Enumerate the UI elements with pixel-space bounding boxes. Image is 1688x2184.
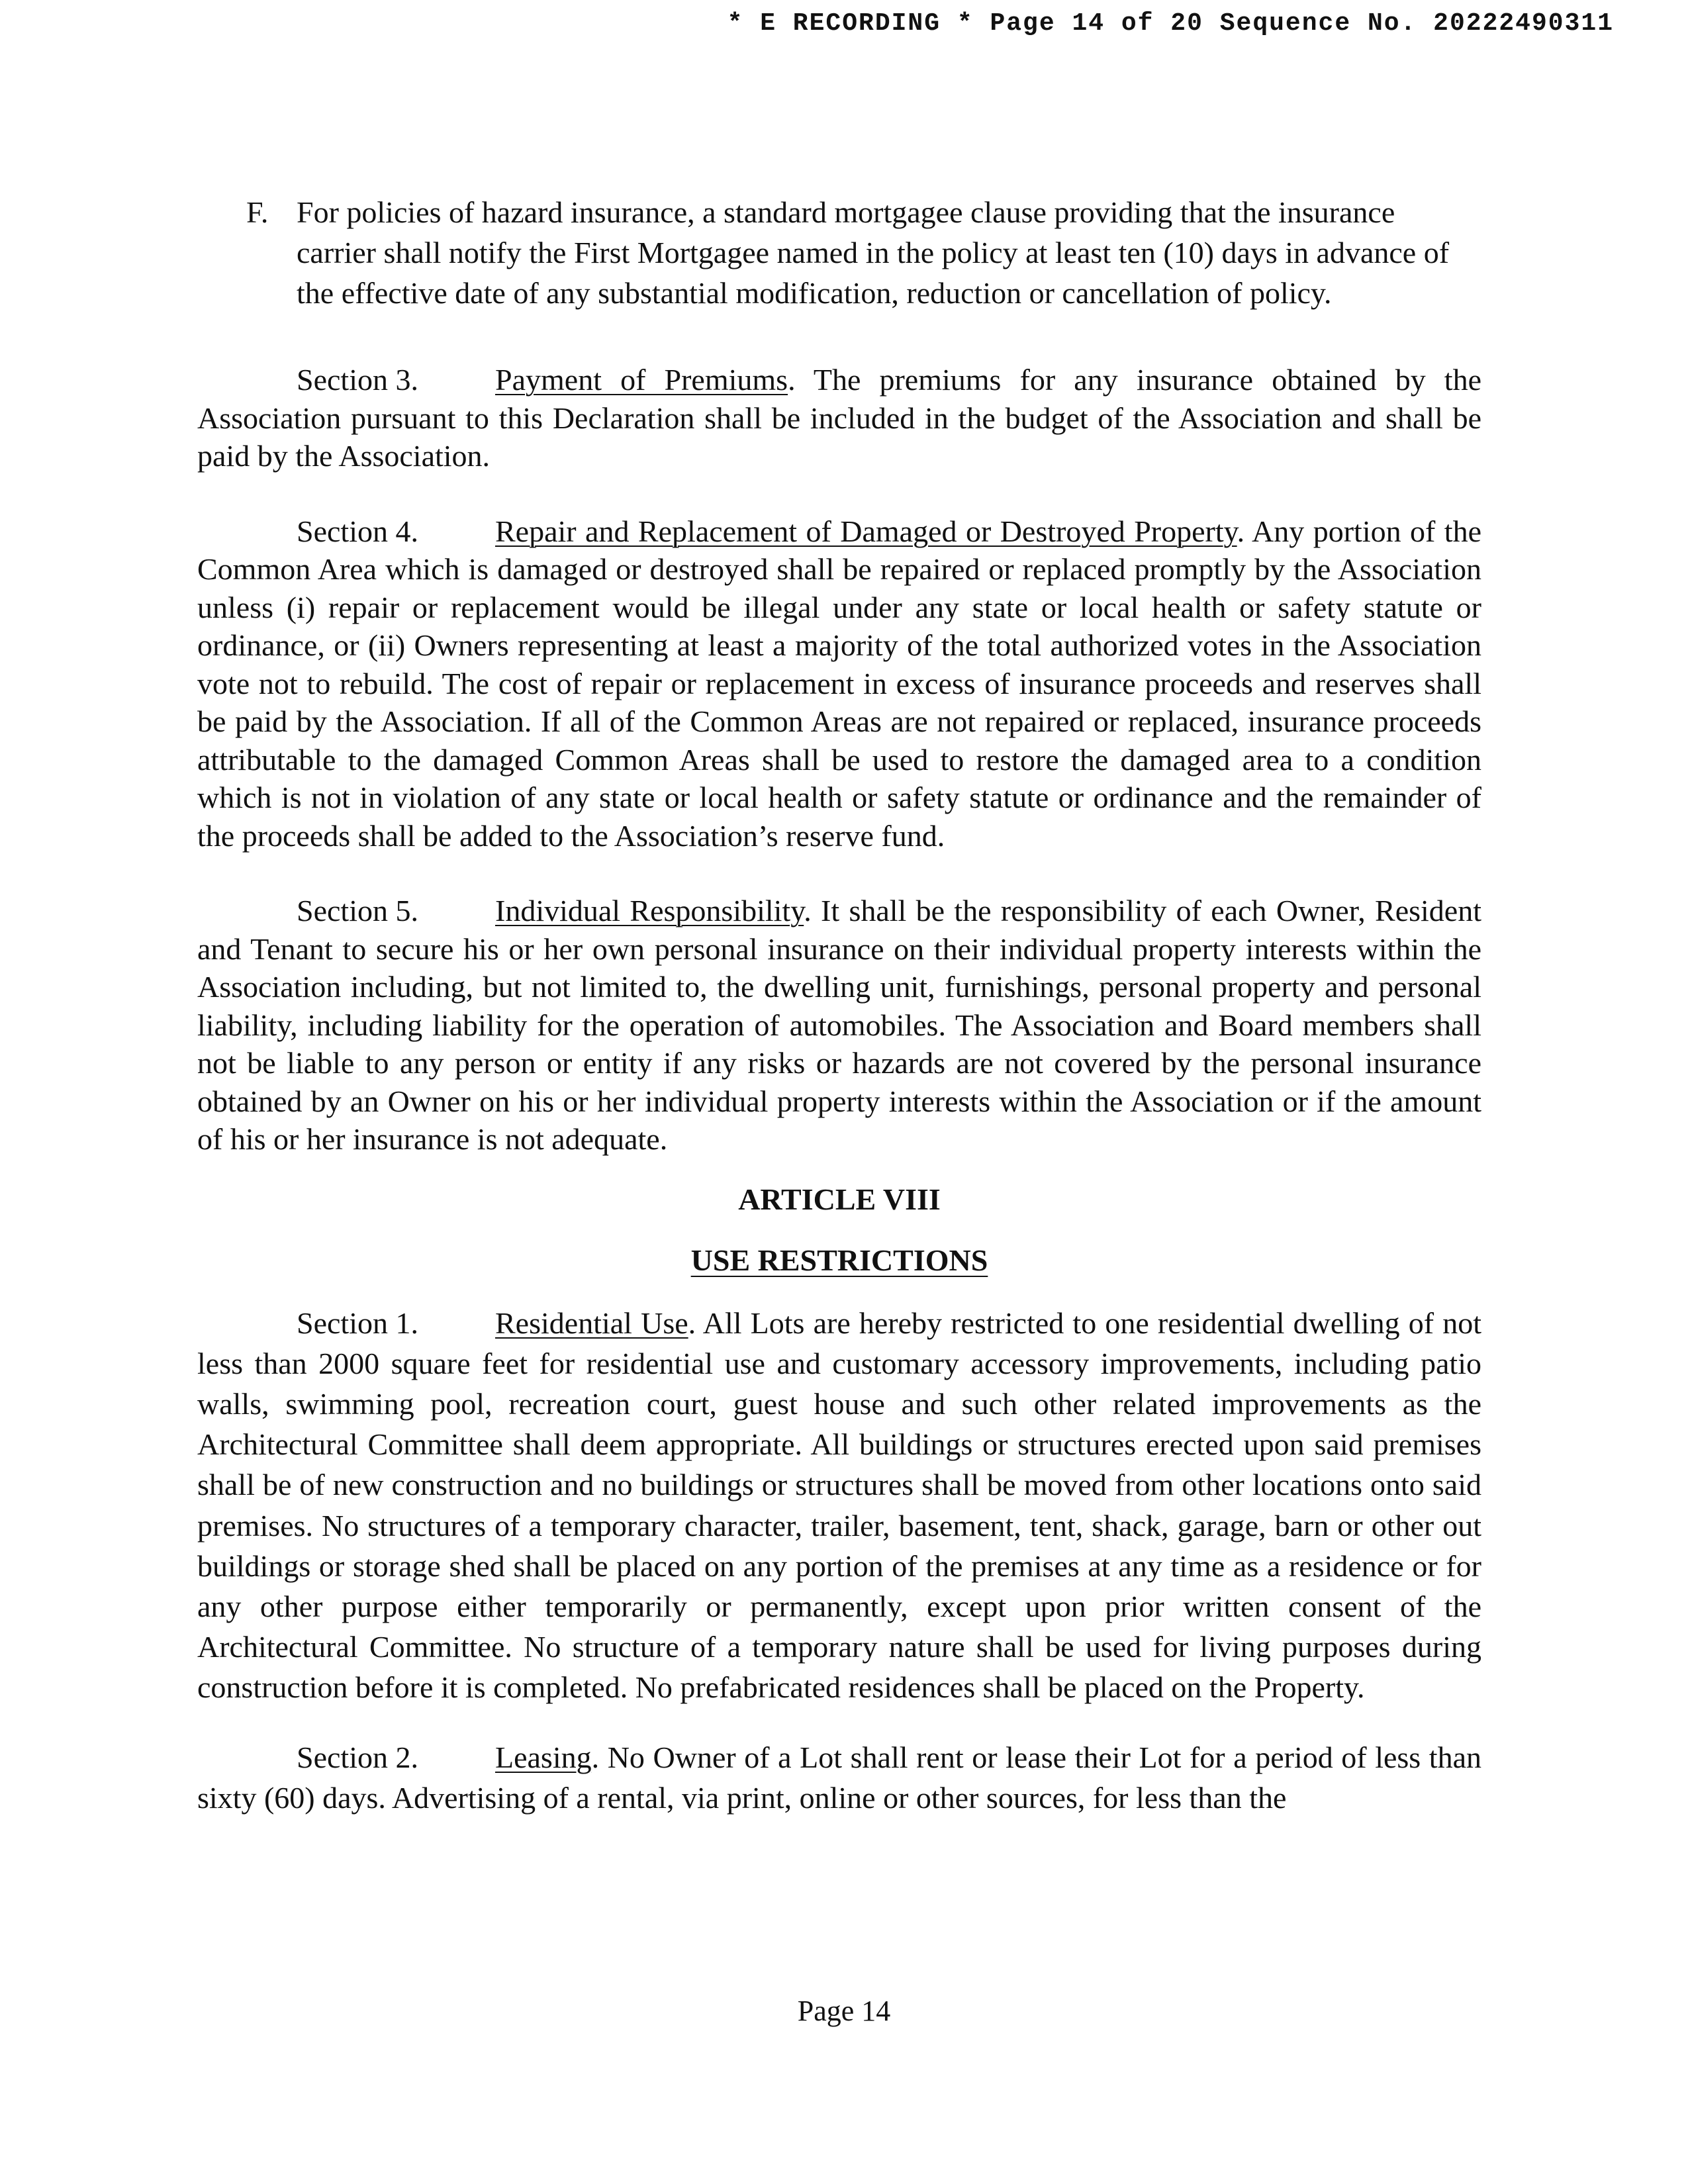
section-3-payment-of-premiums (197, 361, 1481, 475)
section-text: . The premiums for any insurance obtained by the Association pursuant to this Declaration shall be included in the budget of the Association and shall be paid by the Association. (197, 363, 1481, 473)
section-text: . Any portion of the Common Area which is damaged or destroyed shall be repaired or replaced promptly by the Association unless (i) repair or replacement would be illegal under any state or local health or safety statute or ordinance, or (ii) Owners representing at least a majority of the total authorized votes in the Association vote not to rebuild. The cost of repair or replacement in excess of insurance proceeds and reserves shall be paid by the Association. If all of the Common Areas are not repaired or replaced, insurance proceeds attributable to the damaged Common Areas shall be used to restore the damaged area to a condition which is not in violation of any state or local health or safety statute or ordinance and the remainder of the proceeds shall be added to the Association’s reserve fund. (197, 514, 1482, 853)
section-4-repair-and-replacement (197, 512, 1481, 855)
section-5-individual-responsibility (197, 892, 1481, 1159)
section-number: Section 5. (297, 894, 418, 927)
section-title: Residential Use (495, 1306, 688, 1340)
article-title: USE RESTRICTIONS (690, 1243, 988, 1277)
section-text: . All Lots are hereby restricted to one residential dwelling of not less than 2000 square feet for residential use and customary accessory improvements, including patio walls, swimming pool, recreation court, guest house and such other related improvements as the Architectural Committee shall deem appropriate. All buildings or structures erected upon said premises shall be of new construction and no buildings or structures shall be moved from other locations onto said premises. No structures of a temporary character, trailer, basement, tent, shack, garage, barn or other out buildings or storage shed shall be placed on any portion of the premises at any time as a residence or for any other purpose either temporarily or permanently, except upon prior written consent of the Architectural Committee. No structure of a temporary nature shall be used for living purposes during construction before it is completed. No prefabricated residences shall be placed on the Property. (197, 1306, 1481, 1705)
section-number: Section 3. (297, 363, 418, 397)
use-section-2-leasing (197, 1737, 1481, 1818)
section-text: . It shall be the responsibility of each Owner, Resident and Tenant to secure his or her own personal insurance on their individual property interests within the Association including, but not limited to, the dwelling unit, furnishings, personal property and personal liability, including liability for the operation of automobiles. The Association and Board members shall not be liable to any person or entity if any risks or hazards are not covered by the personal insurance obtained by an Owner on his or her individual property interests within the Association or if the amount of his or her insurance is not adequate. (197, 894, 1481, 1156)
page-number: Page 14 (797, 1995, 891, 2027)
item-marker: F. (246, 195, 269, 229)
use-section-1-residential-use (197, 1303, 1481, 1708)
article-number: ARTICLE VIII (738, 1182, 941, 1216)
item-f-text: For policies of hazard insurance, a standard mortgagee clause providing that the insurance carrier shall notify the First Mortgagee named in the policy at least ten (10) days in advance of the effective date of any substantial modification, reduction or cancellation of policy. (297, 195, 1450, 310)
section-title: Individual Responsibility (495, 894, 804, 927)
document-body (197, 192, 1481, 1818)
recording-header: * E RECORDING * Page 14 of 20 Sequence No. 20222490311 (727, 9, 1614, 38)
section-number: Section 4. (297, 514, 418, 548)
section-number: Section 2. (297, 1740, 418, 1774)
section-text: . No Owner of a Lot shall rent or lease their Lot for a period of less than sixty (60) days. Advertising of a rental, via print, online or other sources, for less than the (197, 1740, 1481, 1815)
section-title: Payment of Premiums (495, 363, 788, 397)
section-number: Section 1. (297, 1306, 418, 1340)
insurance-item-f (197, 192, 1481, 313)
section-title: Repair and Replacement of Damaged or Destroyed Property (495, 514, 1237, 548)
section-title: Leasing (495, 1740, 592, 1774)
